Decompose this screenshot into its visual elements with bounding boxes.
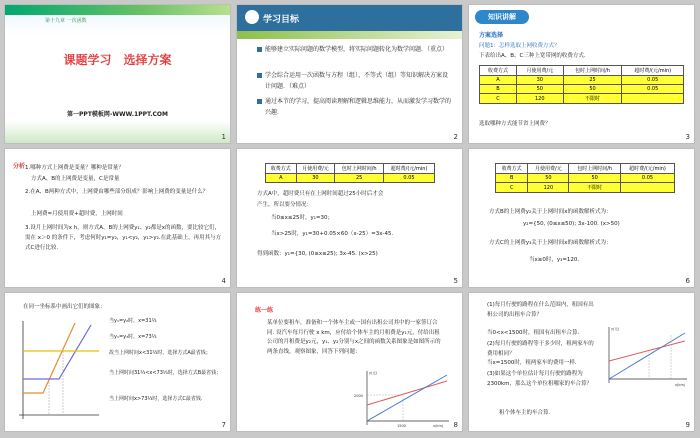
analysis-answer-1: 方式A、B的上网费是变量，C是常量 [31, 176, 120, 182]
table-header: 月使用费/元 [296, 164, 335, 174]
table-header: 月使用费/元 [528, 164, 569, 174]
bullet-icon [257, 47, 262, 52]
slide-thumbnail-5[interactable] [236, 148, 463, 288]
rental-graph [353, 367, 453, 429]
graph-title: 在同一坐标系中画出它们的图象： [23, 304, 106, 310]
answer-1: 当0<x<1500时，租国有出租车合算. [487, 330, 580, 336]
slide-number: 5 [453, 277, 458, 285]
slide-number: 3 [685, 133, 690, 141]
table-cell [620, 183, 674, 193]
slide-thumbnail-4[interactable] [4, 148, 231, 288]
table-header: 收费方式 [266, 164, 297, 174]
table-cell: C [480, 94, 517, 104]
table-cell: 30 [296, 174, 335, 183]
function-line: 得到函数：y₁={30, (0≤x≤25); 3x-45. (x>25) [257, 251, 378, 257]
table-cell: 不限时 [569, 183, 621, 193]
objective-3: 通过本节的学习，提高阅读理解和逻辑思维能力，从而激发学习数学的兴趣. [265, 98, 452, 116]
line-y2 [367, 375, 447, 421]
slide-number: 8 [453, 421, 458, 429]
fee-table [265, 163, 435, 183]
slide-thumbnail-1[interactable] [4, 4, 231, 144]
table-header: 月使用费/元 [516, 66, 563, 76]
slide-thumbnail-2[interactable] [236, 4, 463, 144]
table-cell: 120 [528, 183, 569, 193]
exercise-text: 某单位要租车，准备和一个体车主或一国有出租公司其中的一家签订合同. 设汽车每月行驶 x km，应付给个体车主的月租费是y₁元，付给出租公司的月租费是y₂元，y₁、y₂分别与x之间的函数关系图象是如图所示的两条直线，观察图象，回答下列问题： [267, 320, 441, 355]
question-2: (2)每月行驶的路程等于多少时，租两家车的费用相同？ [487, 341, 594, 357]
objective-2: 学会综合运用一次函数与方程（组）、不等式（组）等知识解决方案设计问题．（难点） [265, 72, 449, 90]
table-cell: B [496, 174, 528, 183]
case-line-1: 当0≤x≤25时，y₁=30； [271, 215, 334, 221]
slide-number: 1 [221, 133, 226, 141]
result-line-3: 故当上网时间x<31⅔时，选择方式A最省钱； [109, 350, 211, 356]
table-cell: 不限时 [563, 94, 622, 104]
table-header: 包时上网时间/h [563, 66, 622, 76]
slide-thumbnail-3[interactable] [468, 4, 695, 144]
analysis-line-1: 1.哪种方式上网费是变量？哪种是常量？ [25, 165, 124, 171]
section-subtitle: 方案选择 [479, 32, 504, 39]
explain-line-2: 产生，所以要分情况： [257, 202, 313, 208]
line-y1 [609, 341, 685, 361]
decorative-stripe [237, 31, 462, 39]
intro-line: 下表给出A、B、C三种上宽带网的收费方式. [479, 53, 586, 59]
explain-line-2: 方式C的上网费y₃关于上网时间x的函数解析式为： [489, 240, 612, 246]
table-header: 超时费/(元/min) [384, 164, 435, 174]
table-cell: 30 [516, 76, 563, 85]
slide-thumbnail-6[interactable] [468, 148, 695, 288]
table-cell: 120 [516, 94, 563, 104]
fee-table [495, 163, 675, 193]
lesson-title: 课题学习 选择方案 [63, 53, 172, 67]
table-cell: 0.05 [384, 174, 435, 183]
table-cell [622, 94, 684, 104]
question-3: (3)如果这个单位估计每月行驶的路程为2300km，那么这个单位租哪家的车合算？ [487, 371, 593, 387]
section-tag: 知识讲解 [475, 10, 529, 24]
slide-thumbnail-7[interactable] [4, 292, 231, 432]
objective-1: 能够建立实际问题的数学模型，将实际问题转化为数学问题．（重点） [265, 46, 449, 53]
x-tick-label: 1500 [397, 424, 406, 428]
table-header: 包时上网时间/h [569, 164, 621, 174]
function-graph [13, 315, 103, 425]
table-cell: C [496, 183, 528, 193]
bullet-icon [257, 73, 262, 78]
y-tick-label: 2000 [354, 394, 363, 398]
table-cell: A [480, 76, 517, 85]
header-title: 学习目标 [263, 15, 300, 25]
rental-graph [601, 323, 691, 389]
explain-line-1: 方式B的上网费y₂关于上网时间x的函数解析式为： [489, 209, 612, 215]
case-line-2: 当x>25时，y₁=30+0.05×60（x-25）=3x-45. [271, 231, 394, 237]
table-cell: 0.05 [622, 76, 684, 85]
slide-number: 2 [453, 133, 458, 141]
answer-3: 租个体车主的车合算. [499, 410, 551, 416]
formula-y2: y₂={50, (0≤x≤50); 3x-100. (x>50) [523, 221, 620, 227]
template-url: 第一PPT模板网-WWW.1PPT.COM [67, 111, 168, 118]
table-cell: 50 [516, 85, 563, 94]
result-line-4: 当上网时间31⅔<x<73⅓时，选择方式B最省钱； [109, 370, 222, 376]
table-cell: B [480, 85, 517, 94]
question-1: (1)每月行驶的路程在什么范围内，租国有出租公司的出租车合算？ [487, 302, 594, 318]
bullet-icon [257, 99, 262, 104]
table-header: 超时费/(元/min) [622, 66, 684, 76]
x-axis-label: x(km) [433, 424, 444, 428]
decorative-ribbon [5, 5, 230, 15]
table-cell: 0.05 [622, 85, 684, 94]
slide-number: 6 [685, 277, 690, 285]
explain-line-1: 方式A中，超时费只有在上网时间超过25小时后才会 [257, 191, 384, 197]
line-y2 [23, 325, 91, 379]
table-cell: A [266, 174, 297, 183]
table-cell: 50 [528, 174, 569, 183]
table-cell: 25 [335, 174, 384, 183]
question-line: 问题1：怎样选取上网收费方式？ [479, 43, 560, 49]
table-cell: 0.05 [620, 174, 674, 183]
table-header: 包时上网时间/h [335, 164, 384, 174]
table-cell: 25 [563, 76, 622, 85]
question-line: 选取哪种方式能节省上网费？ [479, 121, 551, 127]
line-y1 [367, 381, 447, 405]
table-cell: 50 [563, 85, 622, 94]
slide-number: 9 [685, 421, 690, 429]
formula-y3: 当x≥0时，y₃=120. [529, 257, 580, 263]
exercise-title: 练一练 [255, 307, 274, 314]
slide-thumbnail-8[interactable] [236, 292, 463, 432]
table-header: 收费方式 [480, 66, 517, 76]
result-line-2: 当y₁=y₃时，x=73⅓ [109, 334, 157, 340]
target-icon [245, 10, 259, 24]
fee-table [479, 65, 684, 104]
table-header: 超时费/(元/min) [620, 164, 674, 174]
chapter-label: 第十九章 一次函数 [45, 18, 87, 24]
analysis-line-2: 2.在A、B两种方式中，上网费由哪些部分组成？影响上网费的变量是什么？ [25, 189, 209, 195]
slide-number: 7 [221, 421, 226, 429]
y-axis-label: y(元) [369, 371, 378, 375]
analysis-answer-2: 上网费=月使用费+超时费，上网时间 [31, 211, 123, 217]
line-y2 [609, 333, 685, 379]
table-header: 收费方式 [496, 164, 528, 174]
decorative-band [5, 121, 230, 143]
analysis-label: 分析 [13, 163, 26, 170]
answer-2: 当x=1500时，租两家车的费用一样. [487, 360, 577, 366]
slide-number: 4 [221, 277, 226, 285]
result-line-5: 当上网时间x>73⅓时，选择方式C最省钱. [109, 396, 203, 402]
table-cell: 50 [569, 174, 621, 183]
slide-thumbnail-9[interactable] [468, 292, 695, 432]
y-axis-label: y(元) [611, 327, 620, 331]
analysis-line-3: 3.设月上网时间为x h，则方式A、B的上网费y₁、y₂都是x的函数，要比较它们，需在 x＞0 的条件下，考虑何时y₁=y₂，y₁<y₂，y₁>y₂.在此基础上，再用其与方式C进行比较. [25, 225, 222, 251]
result-line-1: 当y₁=y₂时，x=31⅔ [109, 318, 157, 324]
x-axis-label: x(km) [675, 383, 686, 387]
